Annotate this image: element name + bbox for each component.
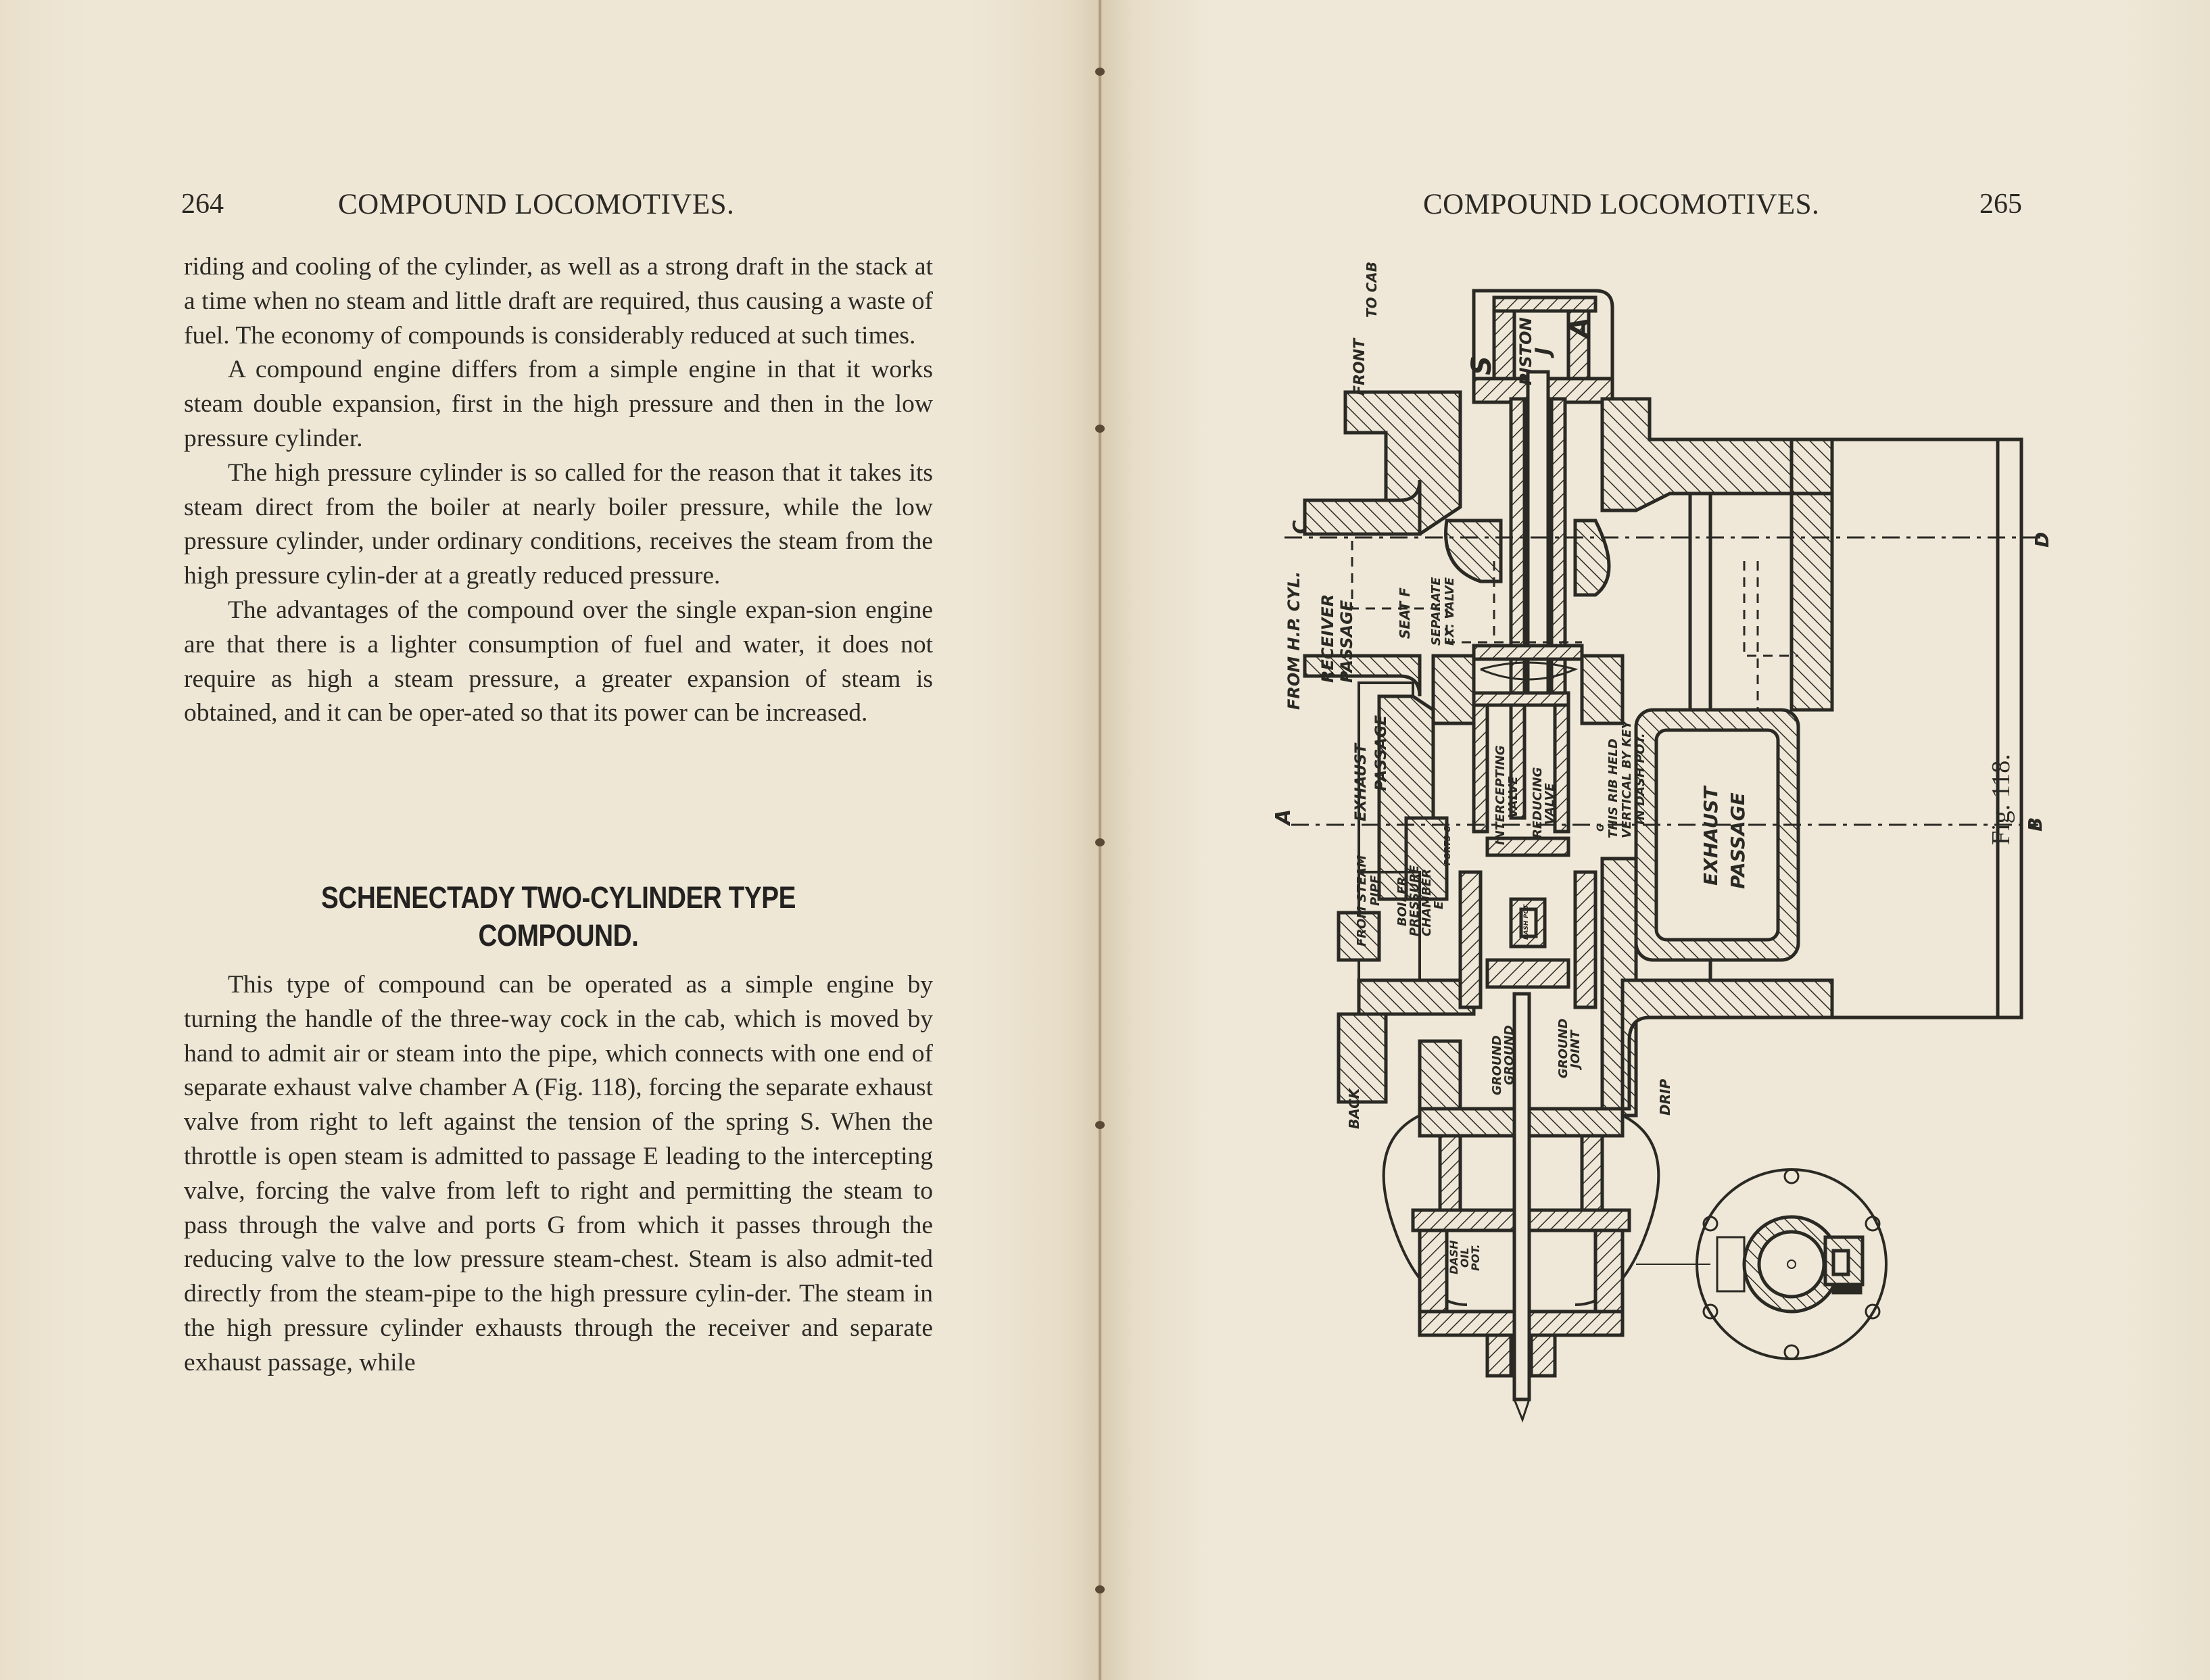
diagram-label-s: S xyxy=(1466,356,1497,375)
diagram-label-exhaust-left: EXHAUST xyxy=(1353,743,1370,821)
binding-stitch xyxy=(1095,68,1105,76)
diagram-label-a-section: A xyxy=(1272,809,1295,825)
diagram-label-ground-2: GROUND xyxy=(1556,1018,1570,1078)
diagram-label-passage-left: PASSAGE xyxy=(1373,715,1390,791)
diagram-label-pot: POT. xyxy=(1469,1244,1482,1271)
left-body-text xyxy=(184,250,933,731)
diagram-label-j: J xyxy=(1531,347,1555,355)
fig-118-cross-section-diagram xyxy=(1244,261,2053,1426)
section-body-text xyxy=(184,968,933,1381)
diagram-label-reducing-valve: VALVE xyxy=(1543,783,1557,825)
diagram-label-boiler: BOILER xyxy=(1395,876,1410,926)
diagram-label-b-section: B xyxy=(2024,817,2046,832)
binding-stitch xyxy=(1095,425,1105,433)
right-page-number: 265 xyxy=(1979,189,2022,220)
diagram-label-receiver: RECEIVER xyxy=(1318,594,1337,683)
binding-stitch xyxy=(1095,1121,1105,1129)
diagram-label-drip: DRIP xyxy=(1657,1078,1673,1115)
diagram-label-g: G xyxy=(1595,823,1606,832)
diagram-label-from-hp-cyl: FROM H.P. CYL. xyxy=(1284,571,1303,710)
diagram-label-to-cab: TO CAB xyxy=(1364,261,1380,318)
diagram-label-joint: GROUND xyxy=(1502,1025,1516,1085)
diagram-label-d: D xyxy=(2031,531,2053,548)
left-page-number: 264 xyxy=(181,189,224,220)
diagram-label-pipe: PIPE xyxy=(1368,875,1383,906)
diagram-label-vertical-by-key: VERTICAL BY KEY xyxy=(1620,720,1634,838)
diagram-label-dash-pot-small: DASH POT xyxy=(1523,905,1530,940)
diagram-label-intercepting: INTERCEPTING xyxy=(1493,745,1508,845)
diagram-label-passage-right: PASSAGE xyxy=(1727,792,1749,889)
diagram-label-intercepting-valve: VALVE xyxy=(1506,776,1520,818)
diagram-label-separate: SEPARATE xyxy=(1429,577,1443,646)
right-running-head: COMPOUND LOCOMOTIVES. xyxy=(1423,189,1820,220)
diagram-label-dash: DASH xyxy=(1447,1240,1460,1274)
diagram-label-ports-g: PORTS G xyxy=(1443,825,1452,865)
paragraph: riding and cooling of the cylinder, as well as a strong draft in the stack at a time when no steam and little draft are required, thus causing a waste of fuel. The economy of compounds is considerably reduced at such times. xyxy=(184,253,933,350)
section-heading-line: SCHENECTADY TWO-CYLINDER TYPE xyxy=(320,880,796,915)
paragraph: The advantages of the compound over the single expan-sion engine are that there is a lighter consumption of fuel and water, it does not require as high a steam pressure, a greater expansion of steam is obtained, and it can be oper-ated so that its power can be increased. xyxy=(184,596,933,727)
binding-stitch xyxy=(1095,1585,1105,1593)
diagram-label-piston: PISTON xyxy=(1516,317,1535,385)
diagram-label-a-chamber: A xyxy=(1564,317,1595,338)
paragraph: This type of compound can be operated as a simple engine by turning the handle of the three-way cock in the cab, which is moved by hand to admit air or steam into the pipe, which connects with one end of separate exhaust valve chamber A (Fig. 118), forcing the separate exhaust valve from right to left against the tension of the spring S. When the throttle is open steam is admitted to passage E leading to the intercepting valve, forcing the valve from left to right and permitting the steam to pass through the valve and ports G from which it passes through the reducing valve to the low pressure steam-chest. Steam is also admit-ted directly from the steam-pipe to the high pressure cylin-der. The steam in the high pressure cylinder exhausts through the receiver and separate exhaust passage, while xyxy=(184,971,933,1376)
section-heading-line: COMPOUND. xyxy=(478,918,639,953)
diagram-label-c: C xyxy=(1289,520,1311,534)
diagram-label-front: FRONT xyxy=(1351,338,1368,395)
diagram-label-e: E xyxy=(1432,901,1446,909)
diagram-label-back: BACK xyxy=(1346,1088,1362,1129)
diagram-label-reducing: REDUCING xyxy=(1531,767,1545,838)
diagram-label-chamber: CHAMBER xyxy=(1420,869,1434,936)
diagram-label-pressure: PRESSURE xyxy=(1408,865,1422,936)
left-running-head: COMPOUND LOCOMOTIVES. xyxy=(338,189,735,220)
diagram-label-in-dash-pot: IN DASH POT. xyxy=(1633,733,1648,825)
diagram-label-joint-2: JOINT xyxy=(1568,1030,1583,1068)
diagram-label-from-steam: FROM STEAM xyxy=(1355,855,1369,946)
diagram-label-ex-valve: EX. VALVE xyxy=(1443,577,1457,646)
figure-caption: Fig. 118. xyxy=(1987,754,2015,845)
diagram-label-ground: GROUND xyxy=(1490,1035,1504,1095)
paragraph: A compound engine differs from a simple engine in that it works steam double expansion, first in the high pressure and then in the low pressure cylinder. xyxy=(184,356,933,452)
diagram-label-this-rib: THIS RIB HELD xyxy=(1606,738,1620,838)
diagram-label-oil: OIL xyxy=(1458,1247,1471,1268)
diagram-label-passage: PASSAGE xyxy=(1337,600,1356,683)
diagram-label-exhaust-right: EXHAUST xyxy=(1700,786,1722,886)
section-heading xyxy=(237,879,881,955)
diagram-label-seat-f: SEAT F xyxy=(1397,587,1413,639)
binding-stitch xyxy=(1095,838,1105,846)
paragraph: The high pressure cylinder is so called for the reason that it takes its steam direct from the boiler at nearly boiler pressure, while the low pressure cylinder, under ordinary conditions, receives the steam from the high pressure cylin-der at a greatly reduced pressure. xyxy=(184,458,933,590)
